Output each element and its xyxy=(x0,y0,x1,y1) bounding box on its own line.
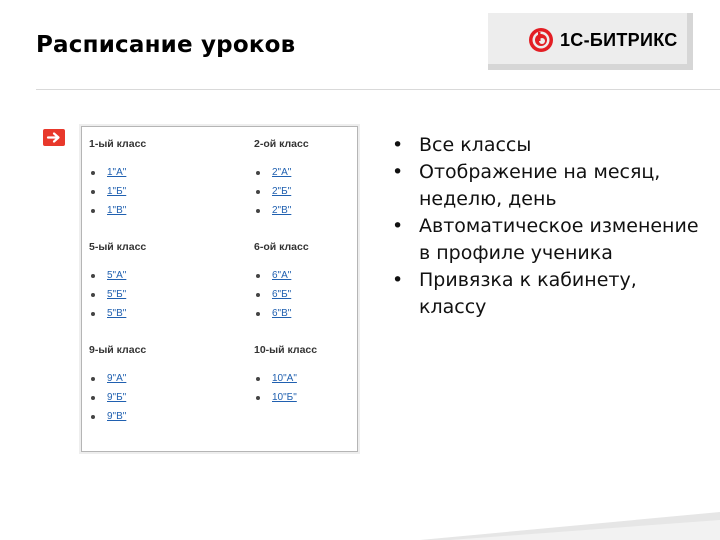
list-item xyxy=(254,373,317,392)
list-item xyxy=(254,289,309,308)
list-item xyxy=(89,289,146,308)
feature-item: • Привязка к кабинету, классу xyxy=(392,267,702,321)
class-group xyxy=(254,241,309,327)
class-group xyxy=(254,344,317,411)
slide-title: Расписание уроков xyxy=(36,32,296,58)
title-divider xyxy=(36,89,720,90)
class-link[interactable]: 1"В" xyxy=(107,205,127,216)
list-item xyxy=(89,205,146,224)
bitrix-logo-icon xyxy=(528,27,554,53)
list-item xyxy=(89,186,146,205)
class-group-heading: 1-ый класс xyxy=(89,138,147,150)
feature-item: • Все классы xyxy=(392,132,702,159)
list-item xyxy=(89,373,146,392)
class-link[interactable]: 2"В" xyxy=(272,205,292,216)
arrow-right-icon xyxy=(43,129,65,146)
class-link[interactable]: 1"Б" xyxy=(107,186,127,197)
class-group-heading: 10-ый класс xyxy=(254,344,318,356)
feature-item: • Отображение на месяц, неделю, день xyxy=(392,159,702,213)
class-link[interactable]: 10"Б" xyxy=(272,392,297,403)
list-item xyxy=(254,186,309,205)
list-item xyxy=(254,205,309,224)
list-item xyxy=(89,270,146,289)
class-link[interactable]: 1"А" xyxy=(107,167,127,178)
list-item xyxy=(254,392,317,411)
list-item xyxy=(254,270,309,289)
class-link[interactable]: 5"В" xyxy=(107,308,127,319)
class-link[interactable]: 2"Б" xyxy=(272,186,292,197)
class-group-heading: 5-ый класс xyxy=(89,241,147,253)
list-item xyxy=(89,411,146,430)
logo-text: 1С-БИТРИКС xyxy=(560,29,678,50)
bitrix-logo xyxy=(488,13,693,70)
class-link[interactable]: 5"Б" xyxy=(107,289,127,300)
class-group-heading: 6-ой класс xyxy=(254,241,309,253)
class-link[interactable]: 6"А" xyxy=(272,270,292,281)
class-link[interactable]: 2"А" xyxy=(272,167,292,178)
class-link[interactable]: 9"Б" xyxy=(107,392,127,403)
list-item xyxy=(254,167,309,186)
class-link[interactable]: 6"Б" xyxy=(272,289,292,300)
class-group-heading: 2-ой класс xyxy=(254,138,309,150)
class-link[interactable]: 5"А" xyxy=(107,270,127,281)
class-group-heading: 9-ый класс xyxy=(89,344,147,356)
corner-decoration xyxy=(390,512,720,540)
feature-item: • Автоматическое изменение в профиле ученика xyxy=(392,213,702,267)
list-item xyxy=(89,392,146,411)
list-item xyxy=(89,308,146,327)
class-group xyxy=(254,138,309,224)
class-link[interactable]: 6"В" xyxy=(272,308,292,319)
class-link[interactable]: 9"В" xyxy=(107,411,127,422)
class-link[interactable]: 10"А" xyxy=(272,373,297,384)
list-item xyxy=(89,167,146,186)
class-group xyxy=(89,138,146,224)
class-group xyxy=(89,241,146,327)
class-group xyxy=(89,344,146,430)
feature-list xyxy=(392,132,702,321)
list-item xyxy=(254,308,309,327)
schedule-widget xyxy=(81,126,358,452)
class-link[interactable]: 9"А" xyxy=(107,373,127,384)
